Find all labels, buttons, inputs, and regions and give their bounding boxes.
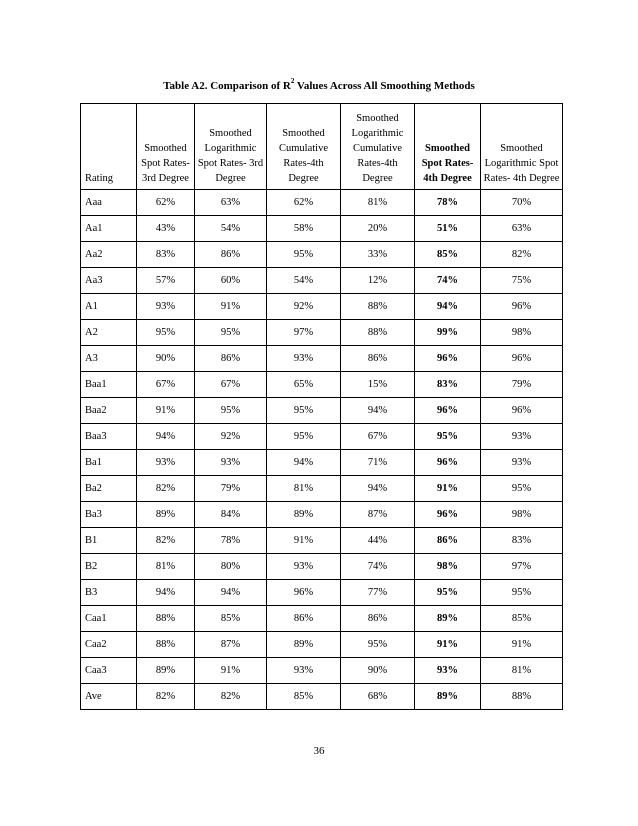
table-row — [81, 658, 563, 684]
value-cell: 87% — [341, 502, 415, 528]
value-cell: 79% — [195, 476, 267, 502]
value-cell: 94% — [137, 424, 195, 450]
table-row — [81, 528, 563, 554]
value-cell: 54% — [267, 268, 341, 294]
value-cell: 86% — [415, 528, 481, 554]
value-cell: 77% — [341, 580, 415, 606]
rating-cell: B3 — [81, 580, 137, 606]
value-cell: 85% — [415, 242, 481, 268]
title-prefix: Table A2. Comparison of R — [163, 80, 291, 92]
value-cell: 91% — [267, 528, 341, 554]
value-cell: 20% — [341, 216, 415, 242]
value-cell: 95% — [137, 320, 195, 346]
value-cell: 98% — [415, 554, 481, 580]
value-cell: 93% — [137, 450, 195, 476]
table-row — [81, 502, 563, 528]
value-cell: 89% — [267, 502, 341, 528]
value-cell: 78% — [195, 528, 267, 554]
value-cell: 90% — [341, 658, 415, 684]
value-cell: 60% — [195, 268, 267, 294]
value-cell: 91% — [415, 476, 481, 502]
rating-cell: A2 — [81, 320, 137, 346]
value-cell: 78% — [415, 190, 481, 216]
value-cell: 33% — [341, 242, 415, 268]
value-cell: 86% — [341, 346, 415, 372]
value-cell: 98% — [481, 502, 563, 528]
value-cell: 91% — [481, 632, 563, 658]
table-row — [81, 632, 563, 658]
value-cell: 97% — [481, 554, 563, 580]
table-row — [81, 606, 563, 632]
value-cell: 74% — [341, 554, 415, 580]
r-squared-table — [80, 103, 563, 710]
table-row — [81, 294, 563, 320]
rating-cell: Baa2 — [81, 398, 137, 424]
column-header-log-spot-4th: Smoothed Logarithmic Spot Rates- 4th Degree — [481, 104, 563, 190]
value-cell: 95% — [341, 632, 415, 658]
table-row — [81, 216, 563, 242]
rating-cell: Ave — [81, 684, 137, 710]
value-cell: 90% — [137, 346, 195, 372]
table-row — [81, 242, 563, 268]
value-cell: 95% — [195, 398, 267, 424]
rating-cell: Ba2 — [81, 476, 137, 502]
value-cell: 85% — [195, 606, 267, 632]
rating-cell: Caa2 — [81, 632, 137, 658]
value-cell: 67% — [195, 372, 267, 398]
value-cell: 98% — [481, 320, 563, 346]
rating-cell: Aa2 — [81, 242, 137, 268]
value-cell: 84% — [195, 502, 267, 528]
table-row — [81, 190, 563, 216]
value-cell: 96% — [415, 502, 481, 528]
value-cell: 62% — [267, 190, 341, 216]
value-cell: 95% — [195, 320, 267, 346]
value-cell: 81% — [267, 476, 341, 502]
rating-cell: Aa1 — [81, 216, 137, 242]
value-cell: 80% — [195, 554, 267, 580]
value-cell: 93% — [481, 450, 563, 476]
value-cell: 81% — [341, 190, 415, 216]
value-cell: 94% — [415, 294, 481, 320]
value-cell: 85% — [481, 606, 563, 632]
rating-cell: B2 — [81, 554, 137, 580]
value-cell: 91% — [195, 658, 267, 684]
value-cell: 88% — [341, 320, 415, 346]
table-row — [81, 580, 563, 606]
table-row — [81, 450, 563, 476]
value-cell: 94% — [137, 580, 195, 606]
value-cell: 99% — [415, 320, 481, 346]
value-cell: 89% — [415, 684, 481, 710]
table-row — [81, 346, 563, 372]
column-header-log-cumulative-4th: Smoothed Logarithmic Cumulative Rates-4th Degree — [341, 104, 415, 190]
value-cell: 95% — [481, 580, 563, 606]
value-cell: 96% — [481, 294, 563, 320]
column-header-cumulative-4th: Smoothed Cumulative Rates-4th Degree — [267, 104, 341, 190]
value-cell: 95% — [415, 424, 481, 450]
value-cell: 95% — [481, 476, 563, 502]
value-cell: 83% — [481, 528, 563, 554]
title-suffix: Values Across All Smoothing Methods — [294, 80, 475, 92]
value-cell: 88% — [481, 684, 563, 710]
rating-cell: B1 — [81, 528, 137, 554]
value-cell: 74% — [415, 268, 481, 294]
value-cell: 82% — [137, 476, 195, 502]
value-cell: 58% — [267, 216, 341, 242]
rating-cell: Aaa — [81, 190, 137, 216]
value-cell: 70% — [481, 190, 563, 216]
value-cell: 91% — [137, 398, 195, 424]
value-cell: 93% — [415, 658, 481, 684]
value-cell: 12% — [341, 268, 415, 294]
value-cell: 92% — [195, 424, 267, 450]
value-cell: 94% — [195, 580, 267, 606]
value-cell: 89% — [137, 658, 195, 684]
column-header-rating: Rating — [81, 104, 137, 190]
value-cell: 67% — [137, 372, 195, 398]
rating-cell: A3 — [81, 346, 137, 372]
value-cell: 86% — [195, 346, 267, 372]
table-row — [81, 554, 563, 580]
value-cell: 96% — [415, 450, 481, 476]
value-cell: 83% — [137, 242, 195, 268]
value-cell: 54% — [195, 216, 267, 242]
rating-cell: Aa3 — [81, 268, 137, 294]
value-cell: 81% — [481, 658, 563, 684]
value-cell: 93% — [481, 424, 563, 450]
value-cell: 95% — [267, 424, 341, 450]
table-title — [0, 77, 638, 92]
value-cell: 89% — [267, 632, 341, 658]
table-row — [81, 424, 563, 450]
value-cell: 44% — [341, 528, 415, 554]
value-cell: 15% — [341, 372, 415, 398]
value-cell: 86% — [341, 606, 415, 632]
title-superscript: 2 — [290, 77, 295, 85]
value-cell: 89% — [415, 606, 481, 632]
value-cell: 95% — [415, 580, 481, 606]
value-cell: 93% — [267, 658, 341, 684]
value-cell: 71% — [341, 450, 415, 476]
value-cell: 83% — [415, 372, 481, 398]
value-cell: 87% — [195, 632, 267, 658]
value-cell: 85% — [267, 684, 341, 710]
column-header-log-spot-3rd: Smoothed Logarithmic Spot Rates- 3rd Degree — [195, 104, 267, 190]
table-row — [81, 372, 563, 398]
rating-cell: Caa1 — [81, 606, 137, 632]
value-cell: 88% — [341, 294, 415, 320]
rating-cell: Ba3 — [81, 502, 137, 528]
table-row — [81, 684, 563, 710]
header-row — [81, 104, 563, 190]
value-cell: 57% — [137, 268, 195, 294]
table-row — [81, 320, 563, 346]
value-cell: 88% — [137, 632, 195, 658]
value-cell: 62% — [137, 190, 195, 216]
value-cell: 93% — [267, 346, 341, 372]
value-cell: 86% — [267, 606, 341, 632]
rating-cell: Baa3 — [81, 424, 137, 450]
value-cell: 81% — [137, 554, 195, 580]
value-cell: 96% — [481, 398, 563, 424]
rating-cell: Baa1 — [81, 372, 137, 398]
value-cell: 67% — [341, 424, 415, 450]
value-cell: 96% — [267, 580, 341, 606]
value-cell: 94% — [341, 398, 415, 424]
column-header-spot-4th: Smoothed Spot Rates-4th Degree — [415, 104, 481, 190]
rating-cell: Ba1 — [81, 450, 137, 476]
value-cell: 68% — [341, 684, 415, 710]
value-cell: 96% — [415, 398, 481, 424]
rating-cell: Caa3 — [81, 658, 137, 684]
value-cell: 93% — [267, 554, 341, 580]
table-row — [81, 268, 563, 294]
value-cell: 82% — [137, 528, 195, 554]
page-number: 36 — [313, 745, 325, 757]
value-cell: 96% — [415, 346, 481, 372]
value-cell: 95% — [267, 242, 341, 268]
value-cell: 65% — [267, 372, 341, 398]
value-cell: 88% — [137, 606, 195, 632]
value-cell: 43% — [137, 216, 195, 242]
value-cell: 95% — [267, 398, 341, 424]
value-cell: 82% — [481, 242, 563, 268]
value-cell: 92% — [267, 294, 341, 320]
value-cell: 79% — [481, 372, 563, 398]
value-cell: 91% — [415, 632, 481, 658]
value-cell: 93% — [137, 294, 195, 320]
value-cell: 82% — [137, 684, 195, 710]
value-cell: 96% — [481, 346, 563, 372]
value-cell: 94% — [267, 450, 341, 476]
value-cell: 82% — [195, 684, 267, 710]
value-cell: 51% — [415, 216, 481, 242]
table-row — [81, 476, 563, 502]
value-cell: 91% — [195, 294, 267, 320]
value-cell: 63% — [481, 216, 563, 242]
table-row — [81, 398, 563, 424]
rating-cell: A1 — [81, 294, 137, 320]
value-cell: 86% — [195, 242, 267, 268]
value-cell: 89% — [137, 502, 195, 528]
value-cell: 93% — [195, 450, 267, 476]
value-cell: 63% — [195, 190, 267, 216]
value-cell: 75% — [481, 268, 563, 294]
value-cell: 94% — [341, 476, 415, 502]
value-cell: 97% — [267, 320, 341, 346]
column-header-spot-3rd: Smoothed Spot Rates- 3rd Degree — [137, 104, 195, 190]
